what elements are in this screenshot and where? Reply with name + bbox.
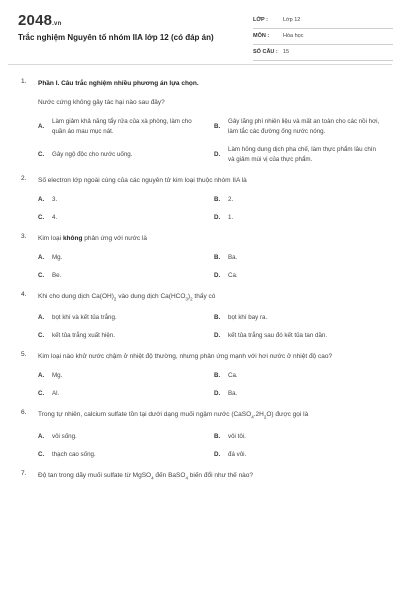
option-label: D. [214, 151, 221, 158]
option-b[interactable] [214, 313, 382, 323]
meta-value: Hóa học [283, 33, 304, 39]
option-d[interactable] [214, 450, 382, 460]
question-2 [0, 175, 400, 223]
stem-text: Kim loại [38, 235, 63, 242]
option-label: C. [38, 214, 45, 221]
option-text: kết tủa trắng sau đó kết tủa tan dần. [228, 332, 328, 340]
subscript: 4 [151, 474, 154, 480]
stem-emphasis: không [62, 235, 83, 242]
option-text: đá vôi. [228, 450, 247, 458]
meta-key: SỐ CÂU : [253, 49, 278, 55]
question-3 [0, 233, 400, 281]
question-6 [0, 409, 400, 459]
question-number: 3. [21, 233, 27, 240]
answer-options [38, 195, 382, 223]
option-label: A. [38, 372, 45, 380]
question-number: 7. [21, 469, 27, 477]
option-c[interactable] [38, 450, 206, 460]
meta-row-subject [253, 31, 393, 47]
option-c[interactable] [38, 271, 206, 281]
option-label: D. [214, 390, 221, 398]
question-stem [38, 233, 382, 244]
meta-info [253, 15, 393, 63]
option-text: Be. [52, 272, 62, 279]
question-number: 4. [21, 291, 27, 298]
stem-text: ) [187, 293, 191, 300]
option-text: Làm hỏng dung dịch pha chế, làm thực phẩm lâu chín và giảm mùi vị của thực phẩm. [228, 146, 376, 163]
stem-text: đến BaSO [153, 471, 186, 479]
question-4 [0, 291, 400, 341]
option-label: A. [38, 196, 45, 203]
meta-underline [253, 28, 393, 29]
option-text: 2. [228, 196, 234, 203]
option-text: bọt khí và kết tủa trắng. [52, 314, 117, 322]
meta-value: Lớp 12 [283, 17, 301, 23]
option-d[interactable] [214, 271, 382, 281]
option-a[interactable] [38, 195, 206, 205]
option-label: D. [214, 332, 221, 340]
stem-text: phản ứng với nước là [82, 235, 148, 242]
option-a[interactable] [38, 253, 206, 263]
question-stem [38, 409, 382, 422]
option-text: Mg. [52, 254, 63, 261]
subscript: 2 [263, 414, 267, 420]
question-stem: Kim loại nào khử nước chậm ở nhiệt độ thường, nhưng phản ứng mạnh với hơi nước ở nhiệt độ cao? [38, 353, 333, 361]
option-c[interactable] [38, 331, 206, 341]
stem-text: Độ tan trong dãy muối sulfate từ MgSO [38, 471, 152, 479]
option-label: D. [214, 450, 221, 458]
question-number: 5. [21, 351, 27, 359]
option-text: Ba. [228, 254, 238, 261]
option-label: A. [38, 432, 45, 440]
stem-text: .2H [253, 411, 264, 419]
option-b[interactable] [214, 195, 382, 205]
meta-key: LỚP : [253, 17, 268, 23]
logo-text: 2048 [18, 12, 53, 29]
question-stem: Nước cứng không gây tác hại nào sau đây? [38, 99, 165, 106]
header-divider [8, 64, 392, 65]
document-title: Trắc nghiệm Nguyên tố nhóm IIA lớp 12 (có đáp án) [18, 33, 214, 42]
question-5 [0, 351, 400, 399]
option-label: D. [214, 214, 221, 221]
option-text: vôi sống. [52, 432, 77, 440]
question-stem: Số electron lớp ngoài cùng của các nguyên tử kim loại thuộc nhóm IIA là [38, 177, 247, 184]
answer-options [38, 432, 382, 460]
subscript: 4 [185, 474, 188, 480]
question-stem [38, 291, 382, 304]
question-7 [0, 470, 400, 483]
option-label: B. [214, 123, 221, 130]
stem-text: biến đổi như thế nào? [187, 471, 254, 479]
option-b[interactable] [214, 432, 382, 442]
option-label: B. [214, 372, 221, 380]
option-text: kết tủa trắng xuất hiện. [52, 332, 115, 340]
option-text: Gây lãng phí nhiên liệu và mất an toàn cho các nồi hơi, làm tắc các đường ống nước nóng. [228, 118, 380, 135]
option-label: C. [38, 332, 45, 340]
option-label: C. [38, 272, 45, 279]
option-label: A. [38, 123, 45, 130]
stem-text: thấy có [192, 293, 216, 300]
meta-underline [253, 44, 393, 45]
option-label: B. [214, 432, 221, 440]
meta-key: MÔN : [253, 33, 270, 39]
subscript: 4 [251, 414, 254, 420]
option-label: C. [38, 390, 45, 398]
option-label: A. [38, 254, 45, 261]
answer-options [38, 253, 382, 281]
option-text: Mg. [52, 372, 63, 380]
question-number: 6. [21, 409, 27, 417]
option-text: Al. [52, 390, 60, 398]
question-stem [38, 470, 382, 483]
option-text: vôi tôi. [228, 432, 246, 440]
option-a[interactable] [38, 313, 206, 323]
option-c[interactable] [38, 145, 206, 165]
option-a[interactable] [38, 432, 206, 442]
logo-suffix: .vn [52, 21, 62, 27]
option-label: B. [214, 314, 221, 322]
question-1 [0, 78, 400, 165]
option-d[interactable] [214, 331, 382, 341]
option-a[interactable] [38, 371, 206, 381]
part-heading: Phần I. Câu trắc nghiệm nhiều phương án lựa chọn. [38, 80, 199, 87]
option-label: B. [214, 254, 221, 261]
answer-options [38, 313, 382, 341]
subscript: 2 [113, 296, 117, 302]
question-list [0, 78, 400, 493]
option-b[interactable] [214, 253, 382, 263]
option-text: 3. [52, 196, 58, 203]
answer-options [38, 117, 382, 165]
option-text: 1. [228, 214, 234, 221]
subscript: 3 [185, 296, 188, 302]
option-text: bọt khí bay ra. [228, 314, 268, 322]
option-text: Ca. [228, 272, 238, 279]
meta-underline [253, 60, 393, 61]
option-text: 4. [52, 214, 58, 221]
answer-options [38, 371, 382, 399]
option-c[interactable] [38, 389, 206, 399]
option-b[interactable] [214, 371, 382, 381]
option-label: A. [38, 314, 45, 322]
stem-text: Khi cho dung dịch Ca(OH) [38, 293, 114, 300]
option-label: B. [214, 196, 221, 203]
meta-value: 15 [283, 49, 290, 55]
option-text: Ca. [228, 372, 238, 380]
site-logo[interactable] [18, 12, 61, 29]
question-number: 2. [21, 175, 27, 182]
subscript: 2 [190, 296, 193, 302]
stem-text: O) được gọi là [266, 411, 309, 419]
option-d[interactable] [214, 145, 382, 165]
stem-text: Trong tự nhiên, calcium sulfate tồn tại dưới dạng muối ngậm nước (CaSO [38, 411, 252, 419]
question-number: 1. [21, 78, 27, 85]
option-text: thạch cao sống. [52, 450, 96, 458]
option-d[interactable] [214, 389, 382, 399]
option-text: Làm giảm khả năng tẩy rửa của xà phòng, làm cho quần áo mau mục nát. [52, 118, 192, 135]
option-label: D. [214, 272, 221, 279]
option-d[interactable] [214, 213, 382, 223]
option-b[interactable] [214, 117, 382, 137]
meta-row-class [253, 15, 393, 31]
option-c[interactable] [38, 213, 206, 223]
option-label: C. [38, 151, 45, 158]
meta-row-count [253, 47, 393, 63]
option-a[interactable] [38, 117, 206, 137]
option-text: Ba. [228, 390, 238, 398]
option-label: C. [38, 450, 45, 458]
stem-text: vào dung dịch Ca(HCO [116, 293, 186, 300]
option-text: Gây ngộ độc cho nước uống. [52, 151, 133, 158]
